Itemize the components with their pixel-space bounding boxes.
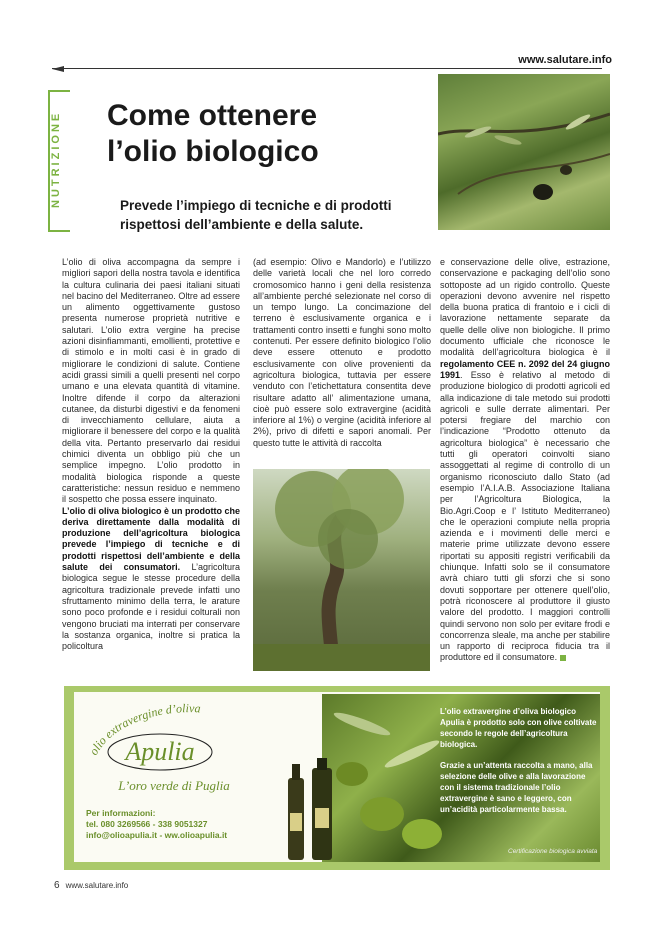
col1-bold-lead: L’olio di oliva biologico è un prodotto che deriva direttamente dalla modalità di produzione dell’agricoltura biologica prevede l’impiego di tecniche e di prodotti rispettosi dell’ambiente e della salute dei consumatori.	[62, 505, 240, 573]
header-arrow	[52, 66, 64, 72]
footer-site[interactable]: www.salutare.info	[65, 881, 129, 890]
title-line-2: l’olio biologico	[107, 135, 319, 168]
ad-tagline: L’oro verde di Puglia	[118, 778, 230, 793]
ad-brand-name: Apulia	[125, 737, 195, 766]
col3-regulation: regolamento CEE n. 2092 del 24 giugno 1991	[440, 358, 610, 380]
title-line-1: Come ottenere	[107, 99, 318, 132]
article-title	[107, 98, 427, 170]
section-label: NUTRIZIONE	[50, 110, 62, 208]
col1-paragraph-1: L’olio di oliva accompagna da sempre i migliori sapori della nostra tavola e identifica la cultura culinaria dei paesi italiani situati nel bacino del Mediterraneo. Oltre ad essere un alimento oggettivamente gustoso presenta numerose proprietà nutritive e salutari. L’olio extra vergine ha precise azioni disinfiammanti, emollienti, protettive e di stimolo e in molti casi è in grado di migliorare le condizioni di salute. Contiene acidi grassi simili a quelli presenti nel corpo umano e una elevata quantità di vitamine. Inoltre difende il corpo da alterazioni cutanee, da disturbi digestivi e da fenomeni di invecchiamento cellulare, aiuta a migliorare il benessere del corpo e la qualità della vita. Pertanto preservarlo dai residui chimici diventa un obbligo più che un semplice impegno. L’olio prodotto in modalità biologica risponde a queste caratteristiche: nessun residuo e nemmeno il sospetto che possa essere inquinato.	[62, 257, 240, 505]
col1-paragraph-2	[62, 506, 240, 653]
site-url[interactable]: www.salutare.info	[518, 54, 612, 66]
col3-text-b: . Esso è relativo al metodo di produzione biologico di prodotti agricoli ed alla indicazione di tale metodo sui prodotti agricoli e sulle derrate alimentari. Per potersi fregiare del marchio con l’indicazione “Prodotto ottenuto da agricoltura biologica” è necessario che tutti gli operatori coinvolti siano assoggettati al regime di controllo di un organismo riconosciuto dallo Stato (ad esempio l’A.I.A.B. Associazione Italiana per l’Agricoltura Biologica, la Bio.Agri.Coop e l’ Istituto Mediterraneo) che le operazioni compiute nella propria azienda e i movimenti delle merci e materie prime utilizzate devono essere riportati su appositi registri verificabili da chiunque. Infatti solo se il consumatore avrà chiaro tutti gli sforzi che si sono dovuti sopportare per ottenere quell’olio, potrà riconoscere al produttore il giusto valore del prodotto. I maggiori controlli quindi servono non solo per evitare frodi e concorrenza sleale, ma anche per stabilire un rapporto di reciproca fiducia tra il produttore ed il consumatore.	[440, 369, 610, 663]
apulia-logo	[78, 694, 258, 800]
ad-description	[440, 706, 600, 815]
ad-contact-label: Per informazioni:	[86, 808, 156, 818]
ad-contact-web[interactable]: info@olioapulia.it - ww.olioapulia.it	[86, 830, 228, 840]
article-column-1	[62, 257, 240, 652]
olive-branch-photo	[438, 74, 610, 230]
article-column-3	[440, 257, 610, 664]
olive-tree-photo	[253, 469, 430, 671]
header-rule	[52, 68, 602, 69]
page-footer	[54, 880, 128, 891]
ad-contact-phone: tel. 080 3269566 - 338 9051327	[86, 819, 208, 829]
ad-text-1: L’olio extravergine d’oliva biologico Apulia è prodotto solo con olive coltivate secondo le regole dell’agricoltura biologica.	[440, 707, 597, 749]
ad-text-2: Grazie a un’attenta raccolta a mano, alla selezione delle olive e alla lavorazione con il sistema tradizionale l’olio extravergine è sano e leggero, con un’acidità particolarmente bassa.	[440, 761, 593, 814]
page-number: 6	[54, 880, 60, 891]
ad-certification: Certificazione biologica avviata	[508, 848, 598, 855]
end-mark-icon	[560, 655, 566, 661]
col3-paragraph	[440, 257, 610, 664]
olive-oil-bottles	[282, 758, 342, 860]
col2-paragraph-1: (ad esempio: Olivo e Mandorlo) e l’utilizzo delle varietà locali che nel loro corredo cromosomico hanno i geni della resistenza all’ambiente perché selezionate nel corso di un tempo lungo. La concimazione del terreno è esclusivamente organica e i trattamenti contro insetti e funghi sono molto contenuti. Per essere definito biologico l’olio deve essere ottenuto e prodotto esclusivamente con olive provenienti da agricoltura biologica, tuttavia per essere venduto con l’etichettatura consentita deve risultare adatto all’ alimentazione umana, cioè può essere solo extravergine (acidità inferiore al 1%) o vergine (acidità inferiore al 2%), privo di difetti e sapori anomali. Per questo tutte le attività di raccolta	[253, 257, 431, 448]
col3-text-a: e conservazione delle olive, estrazione, conservazione e packaging dell’olio sono sottoposte ad un rigido controllo. Queste operazioni devono avvenire nel rispetto della buona pratica di frantoio e i cicli di lavorazione nettamente separate da quelle delle olive non biologiche. Il primo documento ufficiale che riconosce le modalità dell’agricoltura biologica è il	[440, 257, 610, 358]
article-column-2	[253, 257, 431, 449]
col1-paragraph-2-rest: L’agricoltura biologica segue le stesse procedure della agricoltura tradizionale prevede infatti uno sfruttamento minimo della terra, le arature sono poco profonde e i residui colturali non vengono bruciati ma interrati per conservare la sostanza organica, inoltre si pratica la policoltura	[62, 562, 240, 652]
article-subtitle: Prevede l’impiego di tecniche e di prodotti rispettosi dell’ambiente e della salute.	[120, 198, 392, 232]
ad-arc-text: olio extravergine d’oliva	[86, 701, 201, 758]
